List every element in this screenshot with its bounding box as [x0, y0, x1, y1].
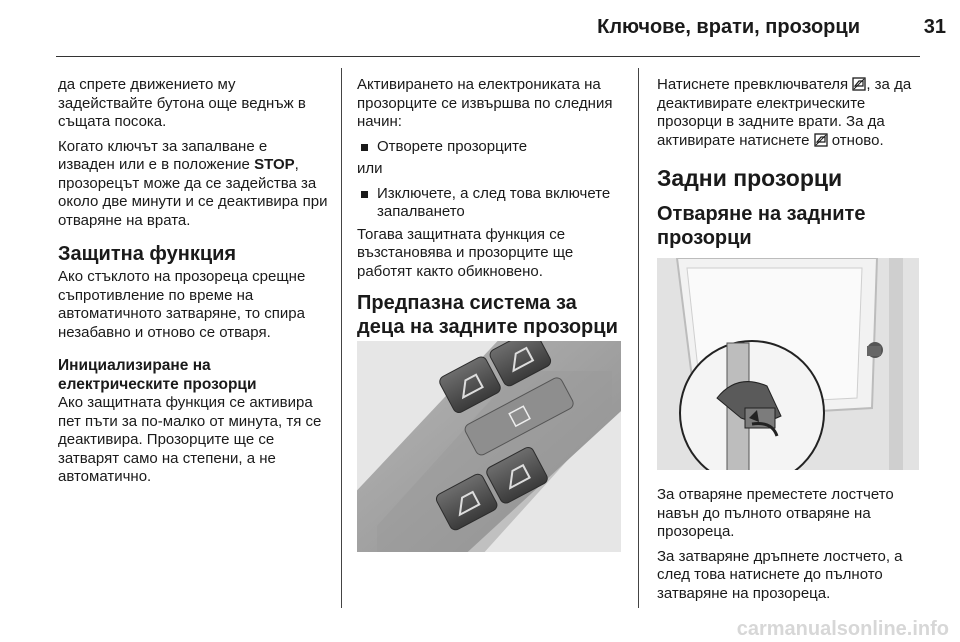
paragraph: Активирането на електрониката на прозорците се извършва по следния начин: [357, 76, 613, 130]
heading-safety-function: Защитна функция [58, 243, 237, 265]
window-lock-icon [814, 133, 828, 147]
paragraph: Натиснете превключвателя , за да деактивирате електрическите прозорци в задните врати. За да активирате натиснете отново. [657, 76, 912, 149]
page-number: 31 [923, 16, 946, 38]
header-divider [56, 56, 920, 57]
window-switch-panel-image [357, 341, 621, 552]
paragraph-or: или [357, 160, 383, 177]
page-title: Ключове, врати, прозорци [597, 16, 860, 38]
paragraph: За затваряне дръпнете лостчето, а след това натиснете до пълното затваряне на прозореца. [657, 547, 903, 602]
list-item: Отворете прозорците [357, 138, 627, 157]
paragraph: да спрете движението му задействайте бутона още веднъж в същата посока. [58, 76, 306, 130]
column-right [657, 76, 927, 262]
heading-child-safety: Предпазна система за деца на задните прозорци [357, 292, 618, 338]
paragraph: Когато ключът за запалване е изваден или е в положение STOP, прозорецът може да се задейства за около две минути и се деактивира при отваряне на врата. [58, 137, 328, 229]
window-lock-icon [852, 77, 866, 91]
watermark-logo [655, 617, 950, 639]
paragraph: Тогава защитната функция се възстановява и прозорците ще работят както обикновено. [357, 225, 574, 280]
paragraph: Ако стъклото на прозореца срещне съпротивление по време на автоматичното затваряне, то спира незабавно и отново се отваря. [58, 268, 306, 341]
stop-label: STOP [254, 156, 295, 173]
paragraph: За отваряне преместете лостчето навън до пълното отваряне на прозореца. [657, 486, 894, 540]
svg-text:carmanualsonline.info: carmanualsonline.info [736, 618, 949, 639]
column-left [58, 76, 328, 493]
rear-window-latch-image [657, 258, 919, 470]
column-right-bottom [657, 486, 927, 609]
list-item: Изключете, а след това включете запалването [357, 185, 627, 222]
column-middle [357, 76, 627, 351]
heading-opening-rear-windows: Отваряне на задните прозорци [657, 203, 866, 249]
paragraph: Ако защитната функция се активира пет пъти за по-малко от минута, тя се деактивира. Прозорците ще се затварят само на степени, а не автоматично. [58, 394, 322, 485]
column-divider [638, 68, 639, 608]
heading-rear-windows: Задни прозорци [657, 165, 843, 191]
heading-initialization: Инициализиране на електрическите прозорци [58, 357, 257, 393]
column-divider [341, 68, 342, 608]
